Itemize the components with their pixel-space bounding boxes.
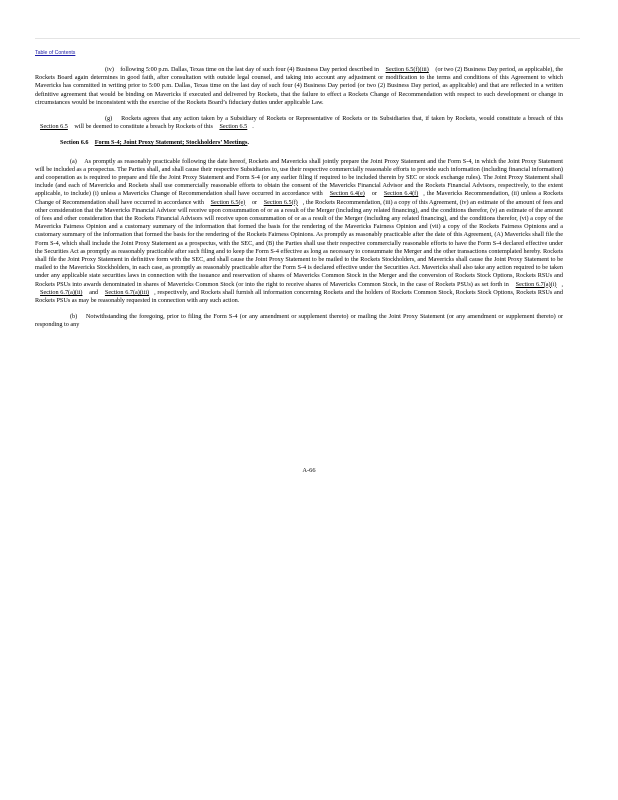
section-title-end: . — [247, 139, 249, 147]
section-6-7-a-i-link[interactable]: Section 6.7(a)(i) — [515, 280, 557, 288]
paragraph-text: Rockets agrees that any action taken by a Subsidiary of Rockets or Representative of Rockets or its Subsidiaries that, if taken by Rockets, would constitute a breach of this — [121, 115, 564, 123]
section-6-5-f-link[interactable]: Section 6.5(f) — [263, 198, 298, 206]
section-number: Section 6.6 — [60, 139, 89, 147]
section-title: Form S-4; Joint Proxy Statement; Stockholders’ Meetings — [94, 139, 248, 147]
paragraph-g — [35, 115, 563, 131]
paragraph-a-number: (a) — [70, 157, 77, 165]
section-6-6-heading — [60, 139, 563, 147]
paragraph-text: (or two (2) Business Day period, as applicable), the Rockets Board again determines in good faith, after consultation with outside legal counsel, and taking into account any adjustment or modification to the terms and conditions of this Agreement to which Mavericks has committed in writing prior to 5:00 p.m. Dallas, Texas time on the last day of such four (4) Business Day period (or two (2) Business Day period, as applicable) and that are reflected in a written definitive agreement that would be binding on Mavericks if executed and delivered by Rockets, that the failure to effect a Rockets Change of Recommendation with respect to such development or change in circumstances would be inconsistent with the exercise of the Rockets Board’s fiduciary duties under applicable Law. — [35, 66, 564, 106]
paragraph-text: As promptly as reasonably practicable following the date hereof, Rockets and Mavericks shall jointly prepare the Joint Proxy Statement and the Form S-4, in which the Joint Proxy Statement will be included as a prospectus. The Parties shall, and shall cause their respective Subsidiaries to, use their respective commercially reasonable efforts to provide such information (including financial information) and cooperation as is required to prepare and file the Joint Proxy Statement and Form S-4 (or any earlier filing if required to be included therein by SEC or stock exchange rules). The Joint Proxy Statement shall include (and each of Mavericks and Rockets shall use commercially reasonable efforts to obtain the consent of the Mavericks Financial Advisor and the Rockets Financial Advisors, respectively, to the extent applicable, to include) (i) unless a Mavericks Change of Recommendation shall have occurred in accordance with — [35, 157, 563, 198]
paragraph-g-number: (g) — [105, 115, 113, 123]
paragraph-text: . — [252, 123, 254, 131]
paragraph-text: , the Mavericks Recommendation, (ii) unless a Rockets Change of Recommendation shall have occurred in accordance with — [35, 190, 564, 206]
paragraph-text: Notwithstanding the foregoing, prior to filing the Form S-4 (or any amendment or supplement thereto) or mailing the Joint Proxy Statement (or any amendment or supplement thereto) or responding to any — [35, 313, 564, 329]
section-6-4-f-link[interactable]: Section 6.4(f) — [383, 190, 419, 198]
paragraph-text: will be deemed to constitute a breach by Rockets of this — [74, 123, 213, 131]
paragraph-text: following 5:00 p.m. Dallas, Texas time on the last day of such four (4) Business Day period described in — [120, 66, 379, 73]
section-6-5-link[interactable]: Section 6.5 — [40, 123, 68, 131]
paragraph-iv — [35, 66, 563, 107]
section-6-4-e-link[interactable]: Section 6.4(e) — [329, 190, 365, 198]
paragraph-text: , respectively, and Rockets shall furnish all information concerning Rockets and the holders of Rockets Common Stock, Rockets Stock Options, Rockets RSUs and Rockets PSUs as may be reasonably requested in connection with any such action. — [35, 288, 563, 305]
section-6-7-a-ii-link[interactable]: Section 6.7(a)(ii) — [40, 288, 83, 296]
section-6-7-a-iii-link[interactable]: Section 6.7(a)(iii) — [104, 288, 150, 296]
section-6-5-e-link[interactable]: Section 6.5(e) — [210, 198, 246, 206]
section-6-5-f-iii-link[interactable]: Section 6.5(f)(iii) — [385, 66, 429, 73]
paragraph-text: or — [371, 190, 377, 198]
paragraph-a — [35, 158, 563, 306]
document-body — [35, 66, 563, 338]
section-6-5-link-2[interactable]: Section 6.5 — [219, 123, 248, 131]
paragraph-b — [35, 313, 563, 329]
paragraph-text: and — [89, 288, 99, 296]
header-divider — [35, 38, 580, 39]
paragraph-text: , — [561, 280, 563, 288]
paragraph-b-number: (b) — [70, 313, 78, 321]
table-of-contents-link[interactable]: Table of Contents — [35, 50, 76, 56]
page-number: A-66 — [302, 467, 316, 474]
paragraph-iv-number: (iv) — [105, 66, 114, 73]
paragraph-text: , the Rockets Recommendation, (iii) a copy of this Agreement, (iv) an estimate of the amount of fees and other consideration that the Mavericks Financial Advisor will receive upon consummation of or as a result of the Merger (including any related financing), and the conditions therefor, (v) an estimate of the amount of fees and other consideration that the Rockets Financial Advisors will receive upon consummation of or as a result of the Merger (including any related financing), and the conditions therefor, (vi) a copy of the Mavericks Fairness Opinion and a customary summary of the information that formed the basis for the rendering of the Mavericks Fairness Opinion and (vii) a copy of the Rockets Fairness Opinions and a customary summary of the information that formed the basis for the rendering of the Rockets Fairness Opinions. As promptly as reasonably practicable after the date of this Agreement, (A) Mavericks shall file the Form S-4, which shall include the Joint Proxy Statement as a prospectus, with the SEC, and (B) the Parties shall use their respective commercially reasonable efforts to have the Form S-4 declared effective under the Securities Act as promptly as reasonably practicable after such filing and to keep the Form S-4 effective as long as necessary to consummate the Merger and the other transactions contemplated hereby. Rockets shall file the Joint Proxy Statement in definitive form with the SEC, and shall cause the Joint Proxy Statement to be mailed to the Rockets Stockholders, and Mavericks shall cause the Joint Proxy Statement to be mailed to the Mavericks Stockholders, in each case, as promptly as reasonably practicable after the Form S-4 is declared effective under the Securities Act. Mavericks shall also take any action required to be taken under any applicable state securities laws in connection with the issuance and reservation of shares of Mavericks Common Stock in the Merger and the conversion of Rockets Stock Options, Rockets RSUs and Rockets PSUs into awards denominated in shares of Mavericks Common Stock (or into the right to receive shares of Mavericks Common Stock, in the case of Rockets PSUs) as set forth in — [35, 198, 564, 288]
paragraph-text: or — [251, 198, 258, 206]
